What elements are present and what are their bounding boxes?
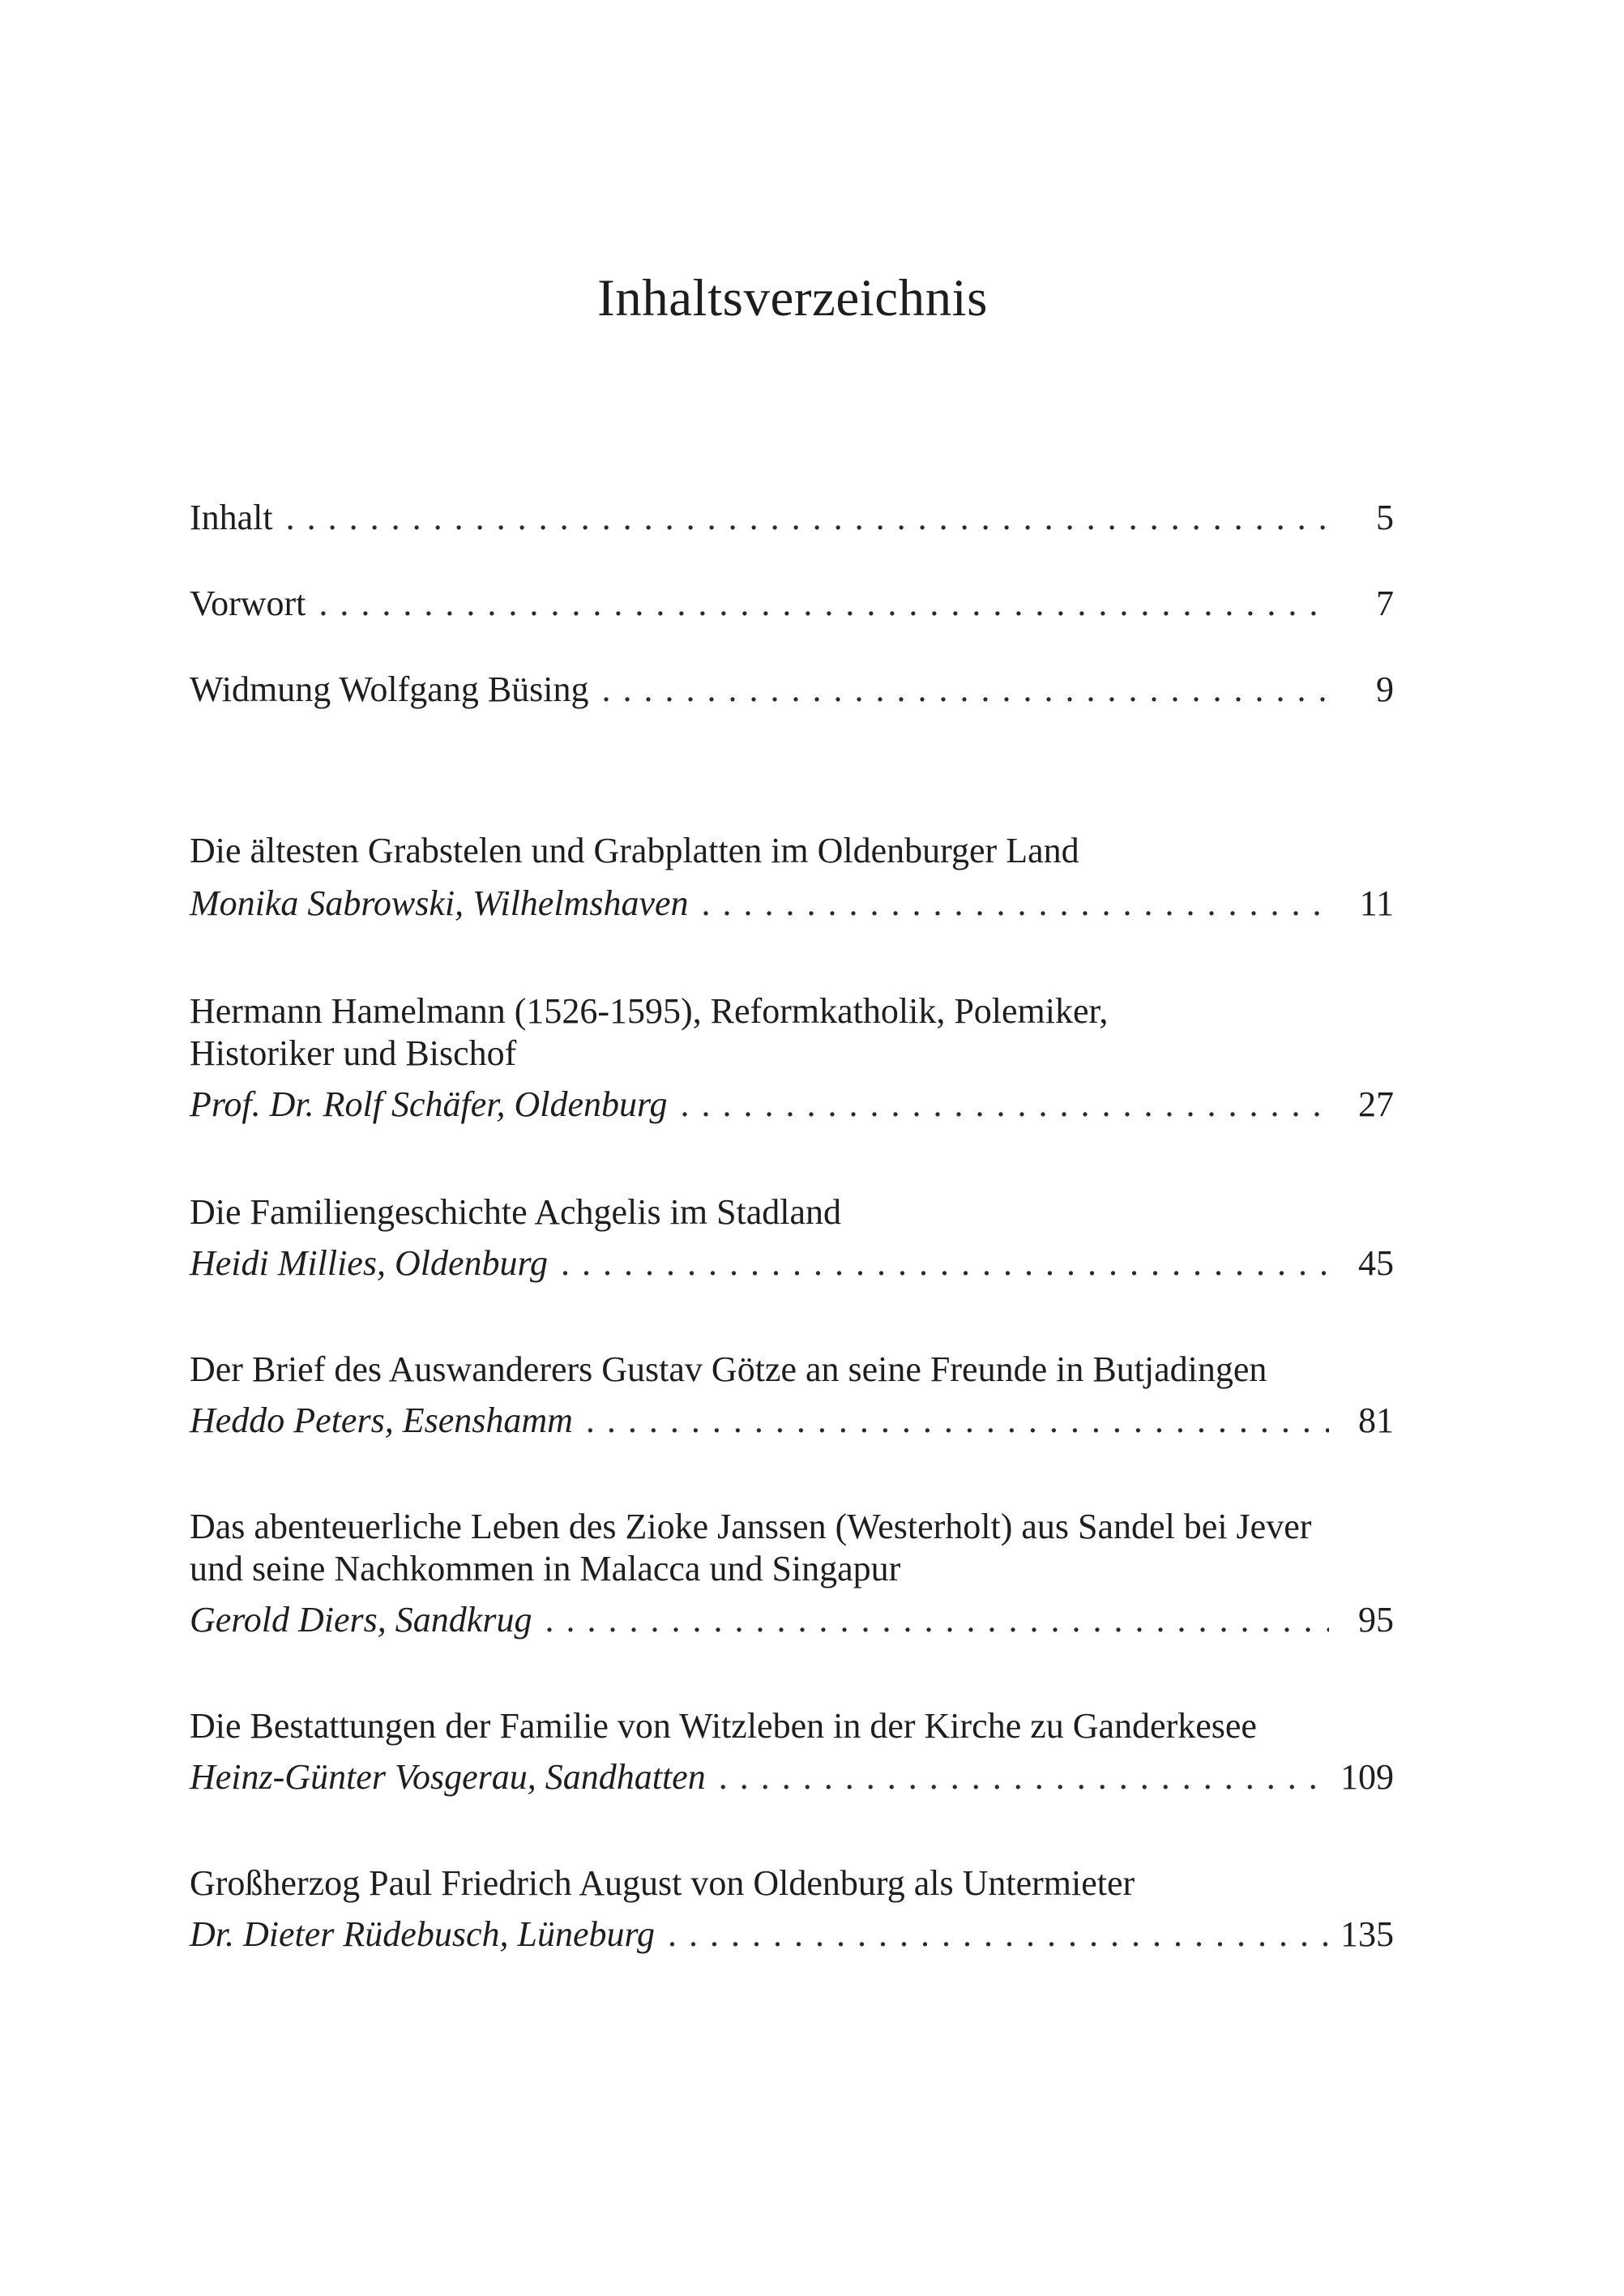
dot-leader [702,882,1329,926]
toc-entry-article[interactable] [190,1598,1394,1642]
article-title: Hermann Hamelmann (1526-1595), Reformkatholik, Polemiker, [190,991,1109,1031]
article-author: Heidi Millies, Oldenburg [190,1243,548,1283]
page-number: 45 [1358,1243,1394,1283]
entry-label: Widmung Wolfgang Büsing [190,669,589,709]
dot-leader [719,1755,1329,1799]
dot-leader [318,582,1329,626]
toc-entry-widmung[interactable] [190,668,1394,712]
page-number: 9 [1376,669,1394,709]
article-author: Monika Sabrowski, Wilhelmshaven [190,883,689,923]
dot-leader [602,668,1329,712]
toc-entry-article[interactable] [190,1755,1394,1799]
article-title: Die Bestattungen der Familie von Witzleben in der Kirche zu Ganderkesee [190,1706,1257,1746]
toc-entry-article[interactable] [190,882,1394,926]
article-author: Heinz-Günter Vosgerau, Sandhatten [190,1757,706,1797]
page-number: 11 [1359,883,1394,923]
dot-leader [286,496,1329,540]
page-number: 5 [1376,498,1394,537]
article-title: Die ältesten Grabstelen und Grabplatten im Oldenburger Land [190,831,1079,870]
article-author: Heddo Peters, Esenshamm [190,1400,573,1440]
dot-leader [681,1083,1330,1127]
page-number: 109 [1340,1757,1394,1797]
page-number: 7 [1376,584,1394,623]
article-title-continued: Historiker und Bischof [190,1033,517,1073]
entry-label: Inhalt [190,498,273,537]
page-number: 95 [1358,1600,1394,1640]
article-title: Das abenteuerliche Leben des Zioke Janssen (Westerholt) aus Sandel bei Jever [190,1507,1312,1546]
page-number: 81 [1358,1400,1394,1440]
article-title: Großherzog Paul Friedrich August von Oldenburg als Untermieter [190,1863,1135,1903]
toc-entry-article[interactable] [190,1399,1394,1443]
dot-leader [586,1399,1329,1443]
page-number: 27 [1358,1084,1394,1124]
dot-leader [668,1913,1329,1956]
dot-leader [545,1598,1329,1642]
article-author: Dr. Dieter Rüdebusch, Lüneburg [190,1914,655,1954]
article-title: Der Brief des Auswanderers Gustav Götze an seine Freunde in Butjadingen [190,1349,1267,1389]
toc-entry-vorwort[interactable] [190,582,1394,626]
toc-entry-article[interactable] [190,1242,1394,1285]
entry-label: Vorwort [190,584,306,623]
toc-entry-article[interactable] [190,1083,1394,1127]
dot-leader [561,1242,1329,1285]
toc-entry-inhalt[interactable] [190,496,1394,540]
toc-entry-article[interactable] [190,1913,1394,1956]
article-title-continued: und seine Nachkommen in Malacca und Singapur [190,1549,901,1588]
page-title: Inhaltsverzeichnis [597,269,988,327]
article-author: Gerold Diers, Sandkrug [190,1600,532,1640]
page-number: 135 [1340,1914,1394,1954]
article-author: Prof. Dr. Rolf Schäfer, Oldenburg [190,1084,668,1124]
article-title: Die Familiengeschichte Achgelis im Stadland [190,1192,842,1232]
